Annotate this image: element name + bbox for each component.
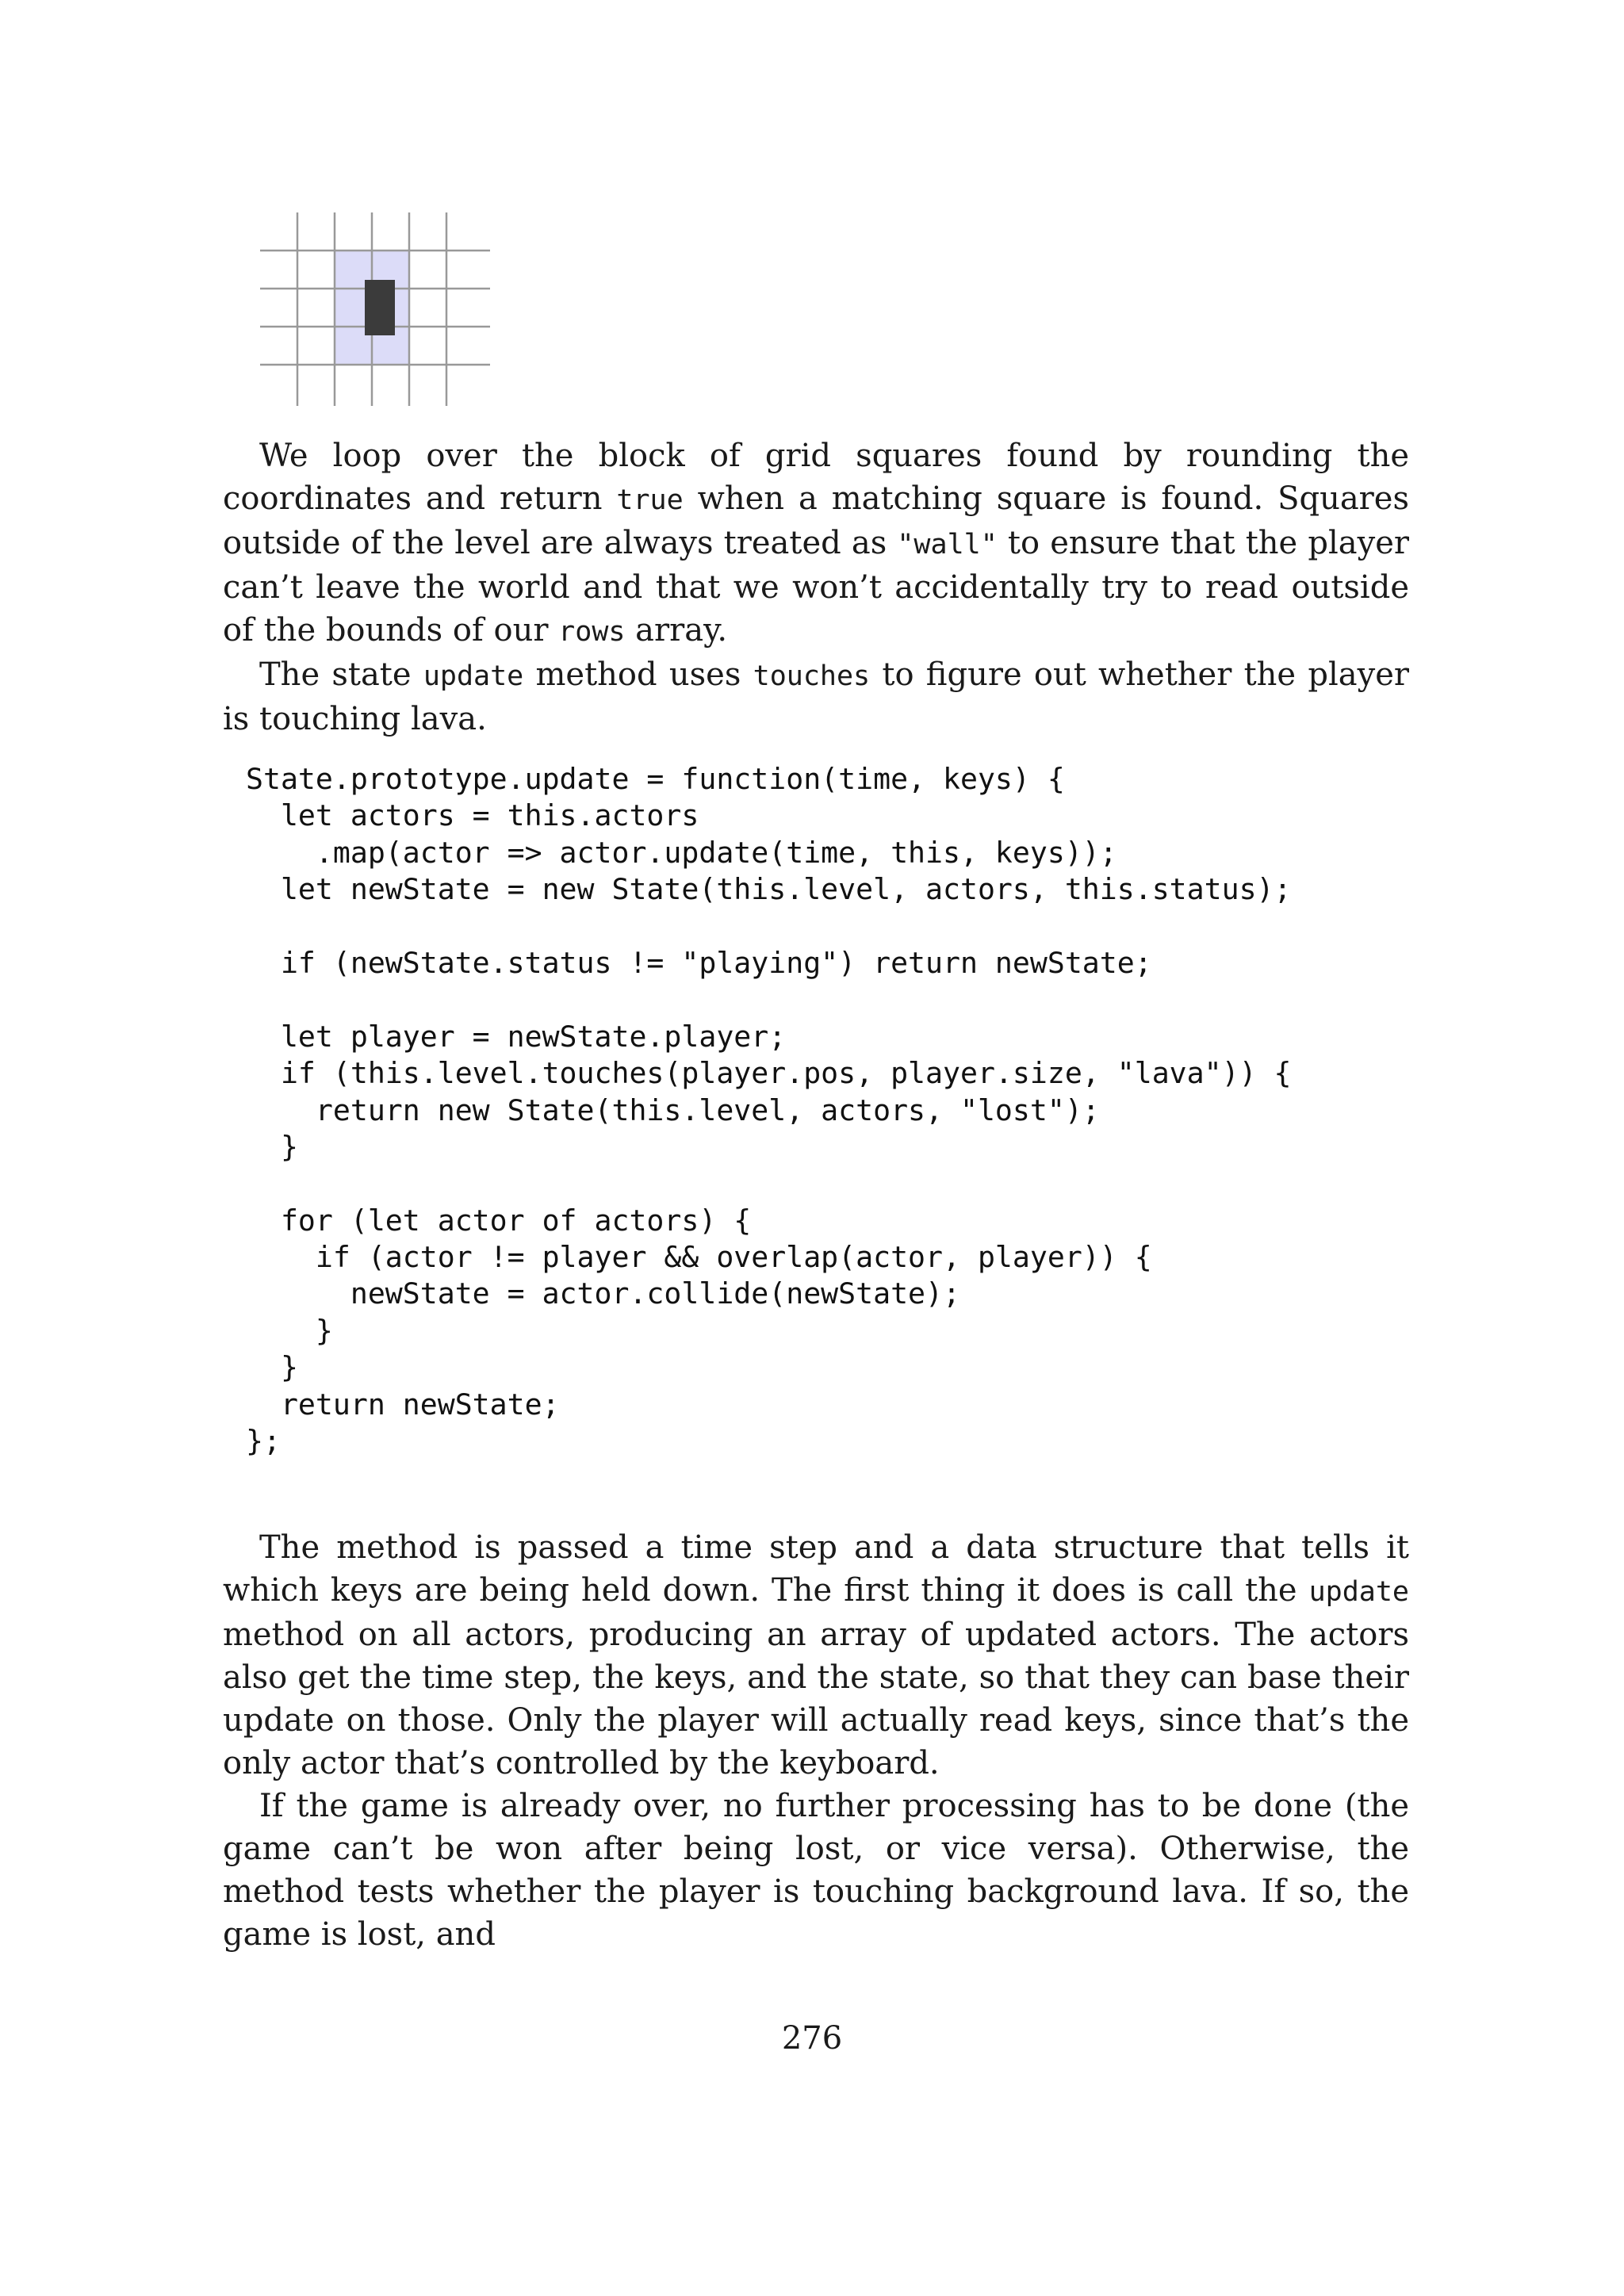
text-run: The state	[259, 656, 423, 693]
paragraph-method-explanation	[223, 1526, 1409, 1785]
code-line: let player = newState.player;	[246, 1019, 787, 1054]
code-line: }	[246, 1313, 333, 1348]
code-line: return new State(this.level, actors, "lost");	[246, 1093, 1100, 1127]
inline-code-true: true	[616, 484, 684, 516]
paragraph-game-over	[223, 1785, 1409, 1956]
code-line: let newState = new State(this.level, actors, this.status);	[246, 872, 1292, 907]
paragraph-grid-loop	[223, 434, 1409, 653]
text-run: The method is passed a time step and a data structure that tells it which keys are being held down. The first thing it does is call the	[223, 1529, 1409, 1609]
code-line: for (let actor of actors) {	[246, 1203, 752, 1238]
code-line: };	[246, 1424, 281, 1459]
code-line: let actors = this.actors	[246, 798, 699, 833]
inline-code-update: update	[423, 660, 524, 692]
text-run: If the game is already over, no further processing has to be done (the game can’t be won after being lost, or vice versa). Otherwise, the method tests whether the player is touching background lava. If so, the game is lost, and	[223, 1788, 1409, 1953]
text-block-1	[223, 434, 1409, 740]
code-line: if (actor != player && overlap(actor, player)) {	[246, 1240, 1152, 1275]
text-run: array.	[625, 612, 728, 649]
code-line: return newState;	[246, 1387, 560, 1422]
grid-with-highlighted-block-icon	[260, 212, 498, 406]
text-run: when a matching square is found. Squares outside of the level are always treated as	[223, 480, 1409, 561]
code-line: .map(actor => actor.update(time, this, keys));	[246, 835, 1117, 870]
code-line: }	[246, 1350, 298, 1385]
code-line: State.prototype.update = function(time, keys) {	[246, 762, 1065, 796]
player-block	[365, 280, 395, 335]
code-line	[246, 909, 1292, 945]
code-listing	[246, 761, 1292, 1460]
code-line	[246, 1165, 1292, 1202]
grid-collision-figure	[260, 212, 498, 409]
code-line: if (this.level.touches(player.pos, player.size, "lava")) {	[246, 1056, 1292, 1091]
inline-code-wall: "wall"	[897, 529, 998, 561]
text-run: method on all actors, producing an array of updated actors. The actors also get the time step, the keys, and the state, so that they can base their update on those. Only the player will actually read keys, since that’s the only actor that’s controlled by the keyboard.	[223, 1617, 1409, 1781]
text-run: We loop over the block of grid squares found by rounding the coordinates and return	[223, 438, 1409, 517]
text-run: to figure out whether the player is touching lava.	[223, 656, 1409, 737]
paragraph-state-update	[223, 653, 1409, 740]
inline-code-rows: rows	[558, 616, 626, 648]
page-number: 276	[781, 2020, 843, 2057]
text-run: method uses	[523, 656, 753, 693]
code-line: newState = actor.collide(newState);	[246, 1276, 960, 1311]
inline-code-update: update	[1308, 1576, 1409, 1608]
text-run: to ensure that the player can’t leave the world and that we won’t accidentally try to read outside of the bounds of our	[223, 525, 1409, 649]
text-block-2	[223, 1526, 1409, 1956]
code-line: }	[246, 1129, 298, 1164]
inline-code-touches: touches	[753, 660, 871, 692]
code-line	[246, 982, 1292, 1018]
code-line: if (newState.status != "playing") return newState;	[246, 945, 1152, 980]
